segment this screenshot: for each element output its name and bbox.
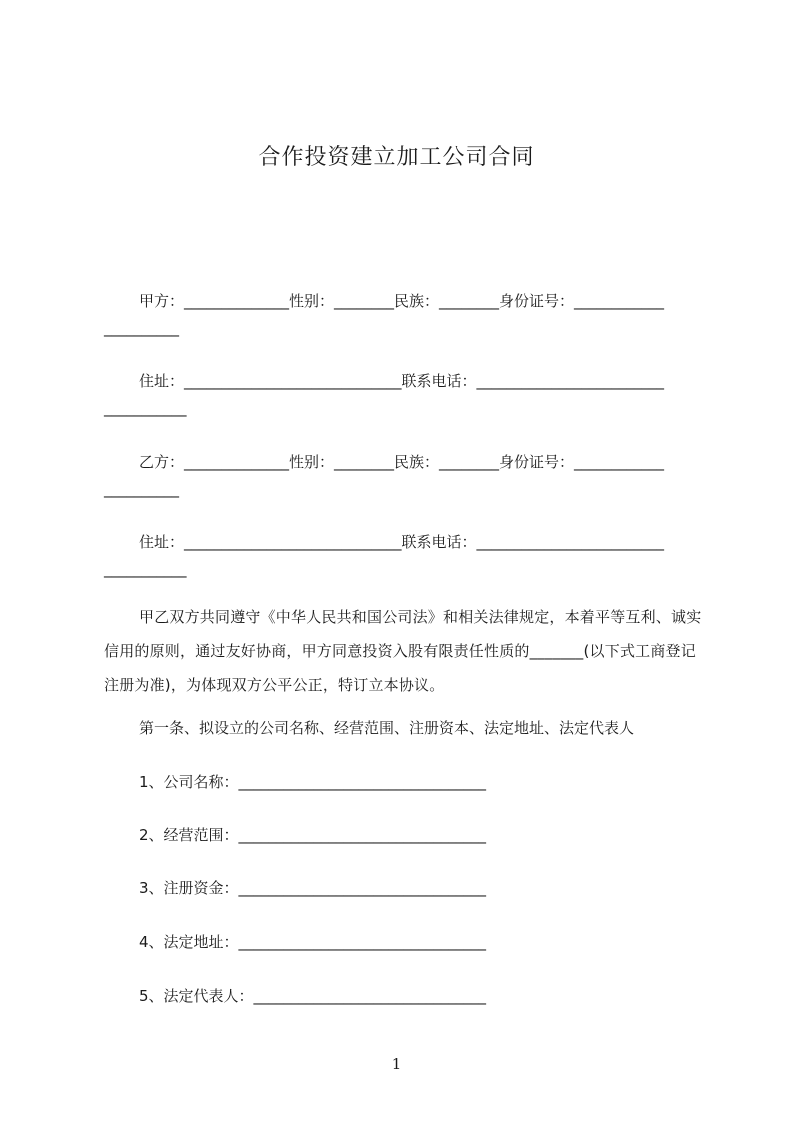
document-title: 合作投资建立加工公司合同 — [258, 145, 535, 170]
article-1-item-legal-representative: 5、法定代表人：_______________________________ — [139, 987, 487, 1005]
party-a-info-line: 甲方：______________性别：________民族：________身份证号：____________ — [139, 292, 665, 310]
preamble-paragraph: 甲乙双方共同遵守《中华人民共和国公司法》和相关法律规定，本着平等互利、诚实信用的原则，通过友好协商，甲方同意投资入股有限责任性质的_______(以下式工商登记注册为准)，为体现双方公平公正，特订立本协议。 — [104, 608, 702, 694]
party-b-address-line: 住址：_____________________________联系电话：_________________________ — [139, 533, 665, 551]
party-b-info-line-continued: __________ — [104, 480, 179, 498]
page-number: 1 — [391, 1055, 402, 1073]
article-1-heading: 第一条、拟设立的公司名称、经营范围、注册资本、法定地址、法定代表人 — [139, 719, 635, 737]
article-1-item-business-scope: 2、经营范围：_________________________________ — [139, 826, 487, 844]
party-b-address-line-continued: ___________ — [104, 560, 187, 578]
article-1-item-company-name: 1、公司名称：_________________________________ — [139, 773, 487, 791]
party-a-address-line: 住址：_____________________________联系电话：_________________________ — [139, 372, 665, 390]
party-a-address-line-continued: ___________ — [104, 399, 187, 417]
article-1-item-legal-address: 4、法定地址：_________________________________ — [139, 933, 487, 951]
article-1-item-registered-capital: 3、注册资金：_________________________________ — [139, 879, 487, 897]
party-b-info-line: 乙方：______________性别：________民族：________身份证号：____________ — [139, 453, 665, 471]
party-a-info-line-continued: __________ — [104, 319, 179, 337]
